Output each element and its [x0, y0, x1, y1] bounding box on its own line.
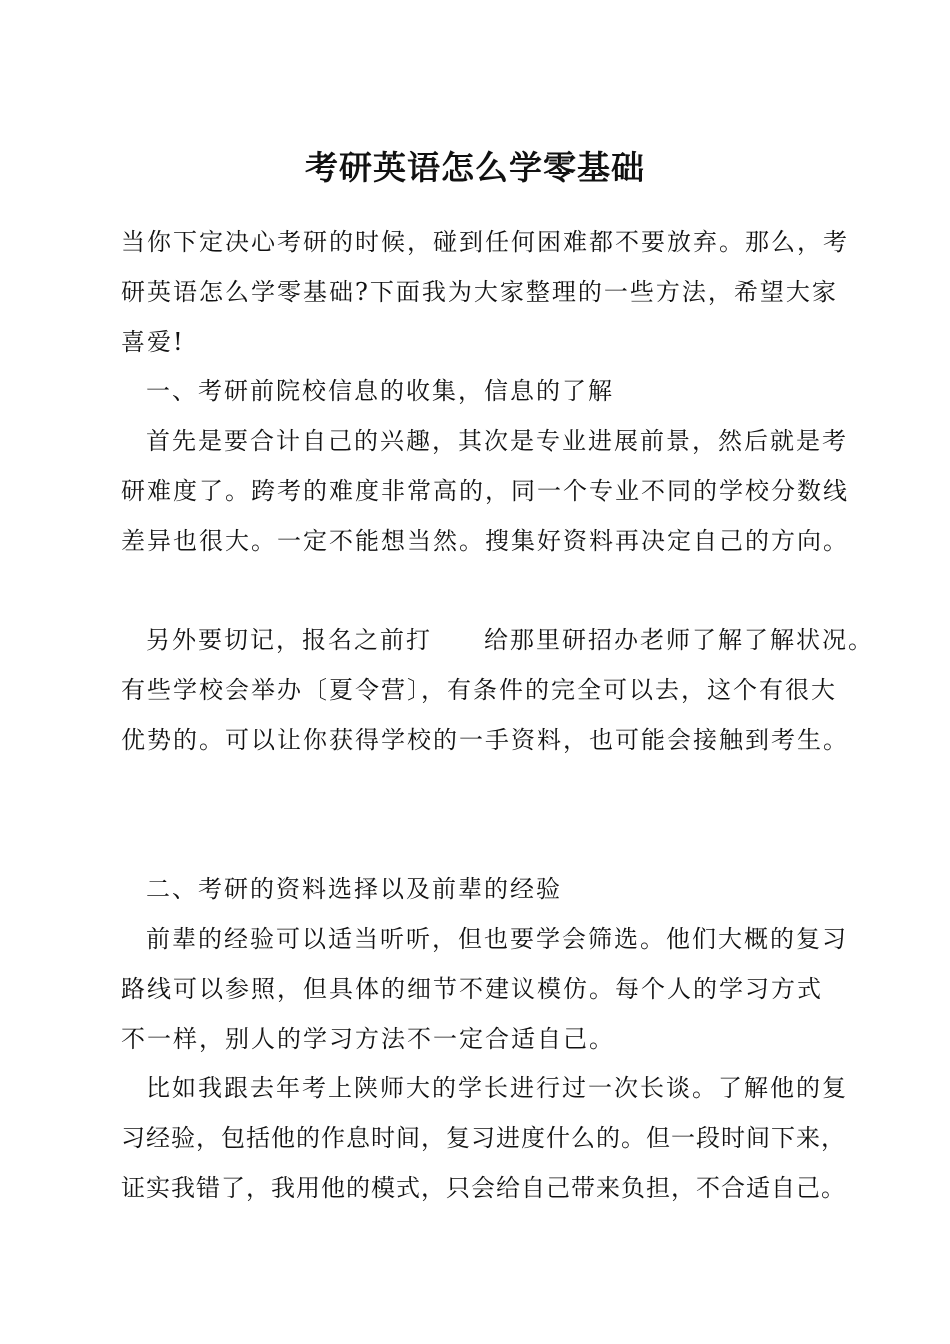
- section1-para1-line-2: 研难度了。跨考的难度非常高的，同一个专业不同的学校分数线: [121, 477, 849, 505]
- intro-line-3: 喜爱!: [121, 328, 185, 356]
- section1-para2-line-2: 有些学校会举办〔夏令营〕，有条件的完全可以去，这个有很大: [121, 676, 837, 704]
- section2-para2-line-3: 证实我错了，我用他的模式，只会给自己带来负担，不合适自己。: [121, 1174, 846, 1202]
- section1-para2-line-1: 另外要切记，报名之前打 给那里研招办老师了解了解状况。: [146, 626, 874, 654]
- page-title: 考研英语怎么学零基础: [305, 148, 645, 187]
- section-heading-2: 二、考研的资料选择以及前辈的经验: [146, 875, 562, 903]
- intro-line-2: 研英语怎么学零基础?下面我为大家整理的一些方法，希望大家: [121, 278, 838, 306]
- section2-para2-line-2: 习经验，包括他的作息时间，复习进度什么的。但一段时间下来，: [121, 1124, 846, 1152]
- section1-para1-line-1: 首先是要合计自己的兴趣，其次是专业进展前景，然后就是考: [146, 427, 848, 455]
- section2-para1-line-3: 不一样，别人的学习方法不一定合适自己。: [121, 1025, 615, 1053]
- section2-para2-line-1: 比如我跟去年考上陕师大的学长进行过一次长谈。了解他的复: [146, 1074, 848, 1102]
- section2-para1-line-2: 路线可以参照，但具体的细节不建议模仿。每个人的学习方式: [121, 975, 823, 1003]
- section-heading-1: 一、考研前院校信息的收集，信息的了解: [146, 377, 614, 405]
- intro-line-1: 当你下定决心考研的时候，碰到任何困难都不要放弃。那么，考: [121, 228, 849, 256]
- section1-para2-line-3: 优势的。可以让你获得学校的一手资料，也可能会接触到考生。: [121, 726, 849, 754]
- section1-para1-line-3: 差异也很大。一定不能想当然。搜集好资料再决定自己的方向。: [121, 527, 849, 555]
- section2-para1-line-1: 前辈的经验可以适当听听，但也要学会筛选。他们大概的复习: [146, 925, 848, 953]
